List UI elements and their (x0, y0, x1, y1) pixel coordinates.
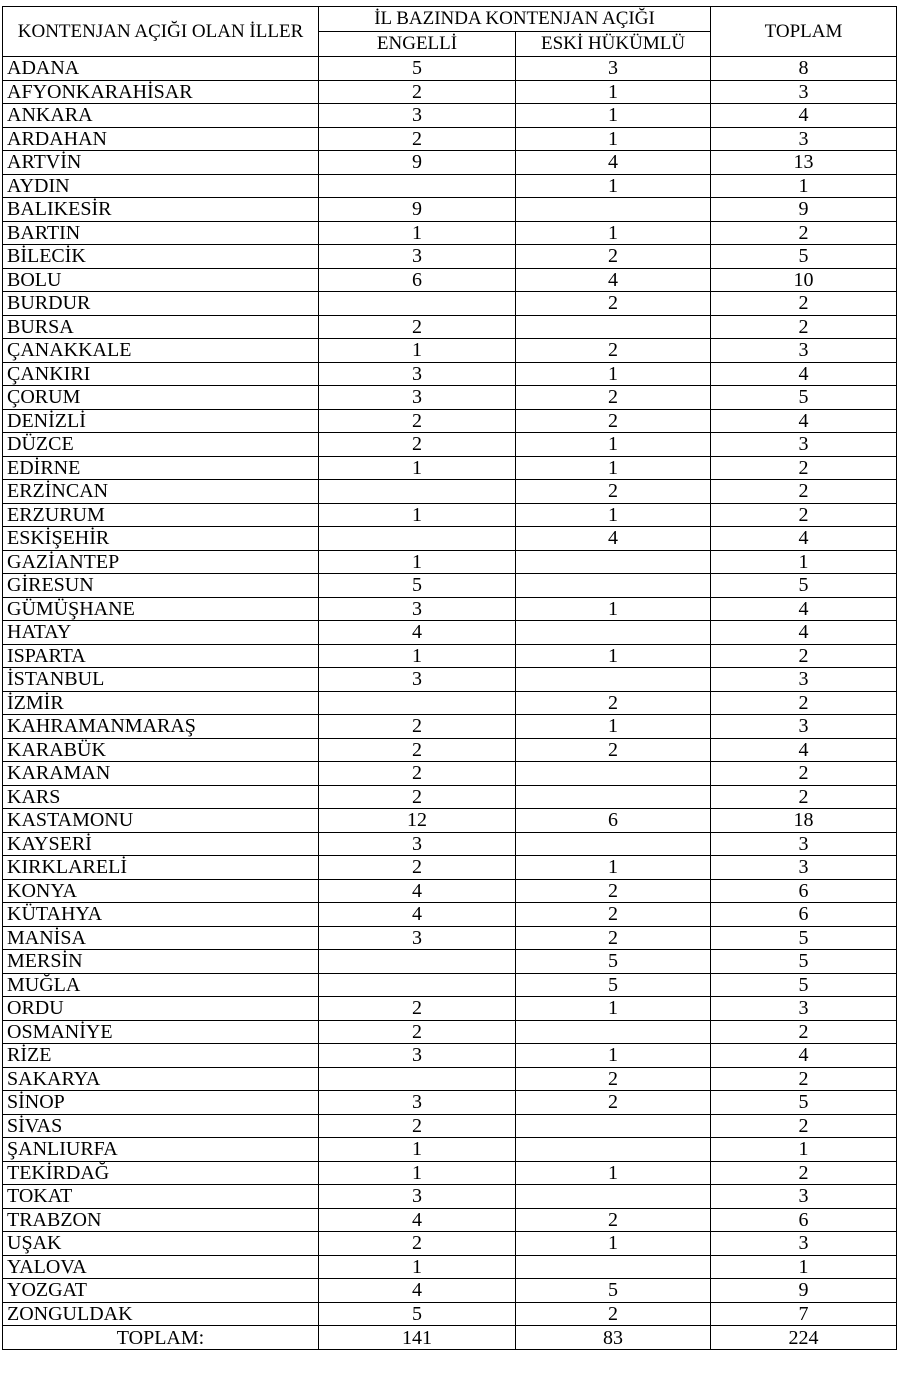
total-cell: 2 (711, 1161, 897, 1185)
eski-hukumlu-cell: 2 (516, 1091, 711, 1115)
table-row (3, 433, 897, 457)
table-row (3, 879, 897, 903)
engelli-cell: 3 (319, 1091, 516, 1115)
total-cell: 6 (711, 1208, 897, 1232)
engelli-cell (319, 174, 516, 198)
eski-hukumlu-cell: 5 (516, 973, 711, 997)
engelli-cell (319, 292, 516, 316)
total-cell: 2 (711, 480, 897, 504)
engelli-cell: 3 (319, 597, 516, 621)
engelli-cell (319, 1067, 516, 1091)
table-row (3, 1067, 897, 1091)
table-row (3, 621, 897, 645)
table-row (3, 57, 897, 81)
table-row (3, 691, 897, 715)
eski-hukumlu-cell: 6 (516, 809, 711, 833)
total-cell: 5 (711, 574, 897, 598)
province-cell: BURSA (3, 315, 319, 339)
table-row (3, 245, 897, 269)
province-cell: GÜMÜŞHANE (3, 597, 319, 621)
province-cell: ERZİNCAN (3, 480, 319, 504)
table-row (3, 456, 897, 480)
table-row (3, 1020, 897, 1044)
total-cell: 1 (711, 550, 897, 574)
engelli-cell: 3 (319, 1185, 516, 1209)
engelli-cell: 6 (319, 268, 516, 292)
province-cell: ADANA (3, 57, 319, 81)
province-cell: RİZE (3, 1044, 319, 1068)
eski-hukumlu-cell: 2 (516, 926, 711, 950)
eski-hukumlu-cell (516, 198, 711, 222)
engelli-cell (319, 973, 516, 997)
total-cell: 2 (711, 221, 897, 245)
total-cell: 9 (711, 198, 897, 222)
total-cell: 5 (711, 973, 897, 997)
engelli-cell (319, 950, 516, 974)
total-cell: 2 (711, 503, 897, 527)
engelli-cell (319, 527, 516, 551)
engelli-cell: 3 (319, 1044, 516, 1068)
table-row (3, 174, 897, 198)
eski-hukumlu-cell: 1 (516, 503, 711, 527)
province-cell: MUĞLA (3, 973, 319, 997)
engelli-cell: 2 (319, 409, 516, 433)
table-row (3, 856, 897, 880)
table-row (3, 715, 897, 739)
engelli-cell: 2 (319, 715, 516, 739)
total-cell: 6 (711, 879, 897, 903)
table-row (3, 1208, 897, 1232)
province-cell: ÇANKIRI (3, 362, 319, 386)
engelli-cell: 3 (319, 926, 516, 950)
province-cell: YOZGAT (3, 1279, 319, 1303)
engelli-cell: 2 (319, 1020, 516, 1044)
engelli-cell: 4 (319, 1208, 516, 1232)
total-cell: 3 (711, 832, 897, 856)
province-cell: KAHRAMANMARAŞ (3, 715, 319, 739)
province-cell: BOLU (3, 268, 319, 292)
table-row (3, 151, 897, 175)
table-row (3, 1138, 897, 1162)
table-row (3, 997, 897, 1021)
eski-hukumlu-cell: 4 (516, 527, 711, 551)
eski-hukumlu-cell: 1 (516, 221, 711, 245)
table-row (3, 480, 897, 504)
total-label: TOPLAM: (3, 1326, 319, 1350)
table-row (3, 668, 897, 692)
table-row (3, 762, 897, 786)
table-row (3, 362, 897, 386)
province-cell: GAZİANTEP (3, 550, 319, 574)
total-cell: 4 (711, 1044, 897, 1068)
province-cell: SİVAS (3, 1114, 319, 1138)
engelli-cell: 3 (319, 832, 516, 856)
province-cell: SİNOP (3, 1091, 319, 1115)
eski-hukumlu-cell: 1 (516, 80, 711, 104)
province-cell: ISPARTA (3, 644, 319, 668)
eski-hukumlu-cell (516, 621, 711, 645)
quota-table (2, 6, 897, 1350)
eski-hukumlu-cell (516, 550, 711, 574)
province-cell: ZONGULDAK (3, 1302, 319, 1326)
total-cell: 3 (711, 127, 897, 151)
engelli-cell: 3 (319, 362, 516, 386)
engelli-cell: 2 (319, 1114, 516, 1138)
eski-hukumlu-cell: 1 (516, 456, 711, 480)
table-row (3, 1255, 897, 1279)
total-cell: 7 (711, 1302, 897, 1326)
total-cell: 5 (711, 1091, 897, 1115)
table-row (3, 1302, 897, 1326)
engelli-cell: 1 (319, 644, 516, 668)
province-cell: EDİRNE (3, 456, 319, 480)
province-cell: KARAMAN (3, 762, 319, 786)
engelli-cell (319, 691, 516, 715)
header-provinces: KONTENJAN AÇIĞI OLAN İLLER (3, 7, 319, 57)
province-cell: DENİZLİ (3, 409, 319, 433)
province-cell: TRABZON (3, 1208, 319, 1232)
total-cell: 10 (711, 268, 897, 292)
eski-hukumlu-cell (516, 668, 711, 692)
total-toplam: 224 (711, 1326, 897, 1350)
engelli-cell: 1 (319, 221, 516, 245)
province-cell: ÇANAKKALE (3, 339, 319, 363)
header-engelli: ENGELLİ (319, 32, 516, 57)
eski-hukumlu-cell: 1 (516, 597, 711, 621)
table-row (3, 315, 897, 339)
table-body (3, 57, 897, 1326)
total-cell: 2 (711, 1067, 897, 1091)
total-cell: 13 (711, 151, 897, 175)
eski-hukumlu-cell: 1 (516, 433, 711, 457)
province-cell: OSMANİYE (3, 1020, 319, 1044)
province-cell: ÇORUM (3, 386, 319, 410)
province-cell: BURDUR (3, 292, 319, 316)
total-cell: 4 (711, 104, 897, 128)
total-cell: 4 (711, 738, 897, 762)
table-row (3, 1044, 897, 1068)
eski-hukumlu-cell (516, 574, 711, 598)
table-row (3, 386, 897, 410)
engelli-cell: 1 (319, 503, 516, 527)
total-cell: 2 (711, 691, 897, 715)
table-row (3, 503, 897, 527)
total-cell: 1 (711, 1255, 897, 1279)
engelli-cell: 12 (319, 809, 516, 833)
total-cell: 2 (711, 762, 897, 786)
engelli-cell: 1 (319, 1138, 516, 1162)
table-row (3, 785, 897, 809)
total-cell: 4 (711, 621, 897, 645)
total-cell: 2 (711, 1020, 897, 1044)
total-cell: 5 (711, 245, 897, 269)
eski-hukumlu-cell: 1 (516, 997, 711, 1021)
province-cell: BALIKESİR (3, 198, 319, 222)
total-cell: 2 (711, 315, 897, 339)
table-row (3, 1185, 897, 1209)
table-row (3, 644, 897, 668)
total-cell: 2 (711, 785, 897, 809)
eski-hukumlu-cell: 4 (516, 151, 711, 175)
province-cell: KONYA (3, 879, 319, 903)
table-row (3, 1114, 897, 1138)
total-cell: 2 (711, 1114, 897, 1138)
table-row (3, 738, 897, 762)
province-cell: ERZURUM (3, 503, 319, 527)
engelli-cell: 1 (319, 339, 516, 363)
eski-hukumlu-cell: 2 (516, 480, 711, 504)
engelli-cell: 2 (319, 127, 516, 151)
table-row (3, 550, 897, 574)
engelli-cell (319, 480, 516, 504)
total-cell: 1 (711, 174, 897, 198)
engelli-cell: 5 (319, 1302, 516, 1326)
engelli-cell: 2 (319, 433, 516, 457)
province-cell: MERSİN (3, 950, 319, 974)
engelli-cell: 3 (319, 104, 516, 128)
eski-hukumlu-cell: 2 (516, 1208, 711, 1232)
header-total: TOPLAM (711, 7, 897, 57)
eski-hukumlu-cell: 1 (516, 362, 711, 386)
table-row (3, 926, 897, 950)
eski-hukumlu-cell: 1 (516, 715, 711, 739)
table-row (3, 809, 897, 833)
header-eski-hukumlu: ESKİ HÜKÜMLÜ (516, 32, 711, 57)
table-row (3, 127, 897, 151)
engelli-cell: 2 (319, 738, 516, 762)
province-cell: BARTIN (3, 221, 319, 245)
total-cell: 9 (711, 1279, 897, 1303)
engelli-cell: 9 (319, 198, 516, 222)
eski-hukumlu-cell: 1 (516, 174, 711, 198)
province-cell: TOKAT (3, 1185, 319, 1209)
engelli-cell: 9 (319, 151, 516, 175)
eski-hukumlu-cell: 2 (516, 245, 711, 269)
province-cell: ESKİŞEHİR (3, 527, 319, 551)
total-cell: 2 (711, 644, 897, 668)
table-row (3, 198, 897, 222)
total-cell: 8 (711, 57, 897, 81)
table-row (3, 409, 897, 433)
eski-hukumlu-cell: 2 (516, 339, 711, 363)
engelli-cell: 3 (319, 386, 516, 410)
table-row (3, 832, 897, 856)
total-cell: 3 (711, 668, 897, 692)
eski-hukumlu-cell: 1 (516, 127, 711, 151)
engelli-cell: 5 (319, 574, 516, 598)
table-row (3, 903, 897, 927)
province-cell: KASTAMONU (3, 809, 319, 833)
province-cell: ŞANLIURFA (3, 1138, 319, 1162)
table-row (3, 104, 897, 128)
total-cell: 5 (711, 926, 897, 950)
eski-hukumlu-cell: 1 (516, 1044, 711, 1068)
eski-hukumlu-cell: 1 (516, 1161, 711, 1185)
total-cell: 3 (711, 433, 897, 457)
total-cell: 3 (711, 1185, 897, 1209)
eski-hukumlu-cell (516, 315, 711, 339)
eski-hukumlu-cell: 1 (516, 644, 711, 668)
total-cell: 3 (711, 1232, 897, 1256)
eski-hukumlu-cell (516, 1020, 711, 1044)
total-cell: 3 (711, 339, 897, 363)
eski-hukumlu-cell (516, 762, 711, 786)
eski-hukumlu-cell (516, 1185, 711, 1209)
table-row (3, 292, 897, 316)
engelli-cell: 5 (319, 57, 516, 81)
eski-hukumlu-cell (516, 832, 711, 856)
total-eski-hukumlu: 83 (516, 1326, 711, 1350)
eski-hukumlu-cell: 2 (516, 691, 711, 715)
total-row (3, 1326, 897, 1350)
eski-hukumlu-cell: 2 (516, 1067, 711, 1091)
total-cell: 4 (711, 362, 897, 386)
total-cell: 2 (711, 456, 897, 480)
province-cell: BİLECİK (3, 245, 319, 269)
eski-hukumlu-cell: 5 (516, 1279, 711, 1303)
eski-hukumlu-cell: 2 (516, 738, 711, 762)
total-engelli: 141 (319, 1326, 516, 1350)
province-cell: MANİSA (3, 926, 319, 950)
total-cell: 4 (711, 409, 897, 433)
province-cell: AYDIN (3, 174, 319, 198)
total-cell: 5 (711, 950, 897, 974)
eski-hukumlu-cell: 3 (516, 57, 711, 81)
total-cell: 4 (711, 527, 897, 551)
eski-hukumlu-cell (516, 1255, 711, 1279)
engelli-cell: 2 (319, 80, 516, 104)
province-cell: AFYONKARAHİSAR (3, 80, 319, 104)
province-cell: SAKARYA (3, 1067, 319, 1091)
province-cell: ANKARA (3, 104, 319, 128)
total-cell: 1 (711, 1138, 897, 1162)
engelli-cell: 2 (319, 762, 516, 786)
eski-hukumlu-cell: 2 (516, 903, 711, 927)
table-row (3, 1279, 897, 1303)
province-cell: UŞAK (3, 1232, 319, 1256)
total-cell: 2 (711, 292, 897, 316)
province-cell: İSTANBUL (3, 668, 319, 692)
eski-hukumlu-cell (516, 1138, 711, 1162)
engelli-cell: 2 (319, 1232, 516, 1256)
province-cell: KAYSERİ (3, 832, 319, 856)
province-cell: KIRKLARELİ (3, 856, 319, 880)
table-header (3, 7, 897, 57)
table-row (3, 527, 897, 551)
engelli-cell: 4 (319, 903, 516, 927)
total-cell: 18 (711, 809, 897, 833)
province-cell: ORDU (3, 997, 319, 1021)
engelli-cell: 2 (319, 785, 516, 809)
table-row (3, 574, 897, 598)
header-group: İL BAZINDA KONTENJAN AÇIĞI (319, 7, 711, 32)
eski-hukumlu-cell: 1 (516, 104, 711, 128)
province-cell: TEKİRDAĞ (3, 1161, 319, 1185)
engelli-cell: 3 (319, 668, 516, 692)
total-cell: 5 (711, 386, 897, 410)
eski-hukumlu-cell: 2 (516, 1302, 711, 1326)
engelli-cell: 2 (319, 856, 516, 880)
total-cell: 3 (711, 997, 897, 1021)
province-cell: ARTVİN (3, 151, 319, 175)
province-cell: HATAY (3, 621, 319, 645)
eski-hukumlu-cell: 2 (516, 879, 711, 903)
engelli-cell: 2 (319, 315, 516, 339)
table-row (3, 80, 897, 104)
eski-hukumlu-cell (516, 785, 711, 809)
province-cell: GİRESUN (3, 574, 319, 598)
table-row (3, 339, 897, 363)
eski-hukumlu-cell: 1 (516, 856, 711, 880)
engelli-cell: 1 (319, 1255, 516, 1279)
total-cell: 4 (711, 597, 897, 621)
eski-hukumlu-cell: 2 (516, 409, 711, 433)
province-cell: ARDAHAN (3, 127, 319, 151)
eski-hukumlu-cell: 2 (516, 386, 711, 410)
engelli-cell: 3 (319, 245, 516, 269)
province-cell: KARABÜK (3, 738, 319, 762)
engelli-cell: 4 (319, 1279, 516, 1303)
eski-hukumlu-cell: 5 (516, 950, 711, 974)
table-row (3, 1091, 897, 1115)
province-cell: KÜTAHYA (3, 903, 319, 927)
engelli-cell: 1 (319, 550, 516, 574)
eski-hukumlu-cell: 4 (516, 268, 711, 292)
engelli-cell: 2 (319, 997, 516, 1021)
province-cell: DÜZCE (3, 433, 319, 457)
table-row (3, 973, 897, 997)
table-row (3, 1232, 897, 1256)
table-row (3, 221, 897, 245)
total-cell: 3 (711, 80, 897, 104)
table-row (3, 268, 897, 292)
eski-hukumlu-cell: 1 (516, 1232, 711, 1256)
eski-hukumlu-cell (516, 1114, 711, 1138)
province-cell: YALOVA (3, 1255, 319, 1279)
province-cell: KARS (3, 785, 319, 809)
engelli-cell: 4 (319, 879, 516, 903)
table-row (3, 950, 897, 974)
engelli-cell: 1 (319, 456, 516, 480)
table-row (3, 1161, 897, 1185)
engelli-cell: 4 (319, 621, 516, 645)
province-cell: İZMİR (3, 691, 319, 715)
table-row (3, 597, 897, 621)
total-cell: 3 (711, 856, 897, 880)
eski-hukumlu-cell: 2 (516, 292, 711, 316)
engelli-cell: 1 (319, 1161, 516, 1185)
total-cell: 6 (711, 903, 897, 927)
total-cell: 3 (711, 715, 897, 739)
